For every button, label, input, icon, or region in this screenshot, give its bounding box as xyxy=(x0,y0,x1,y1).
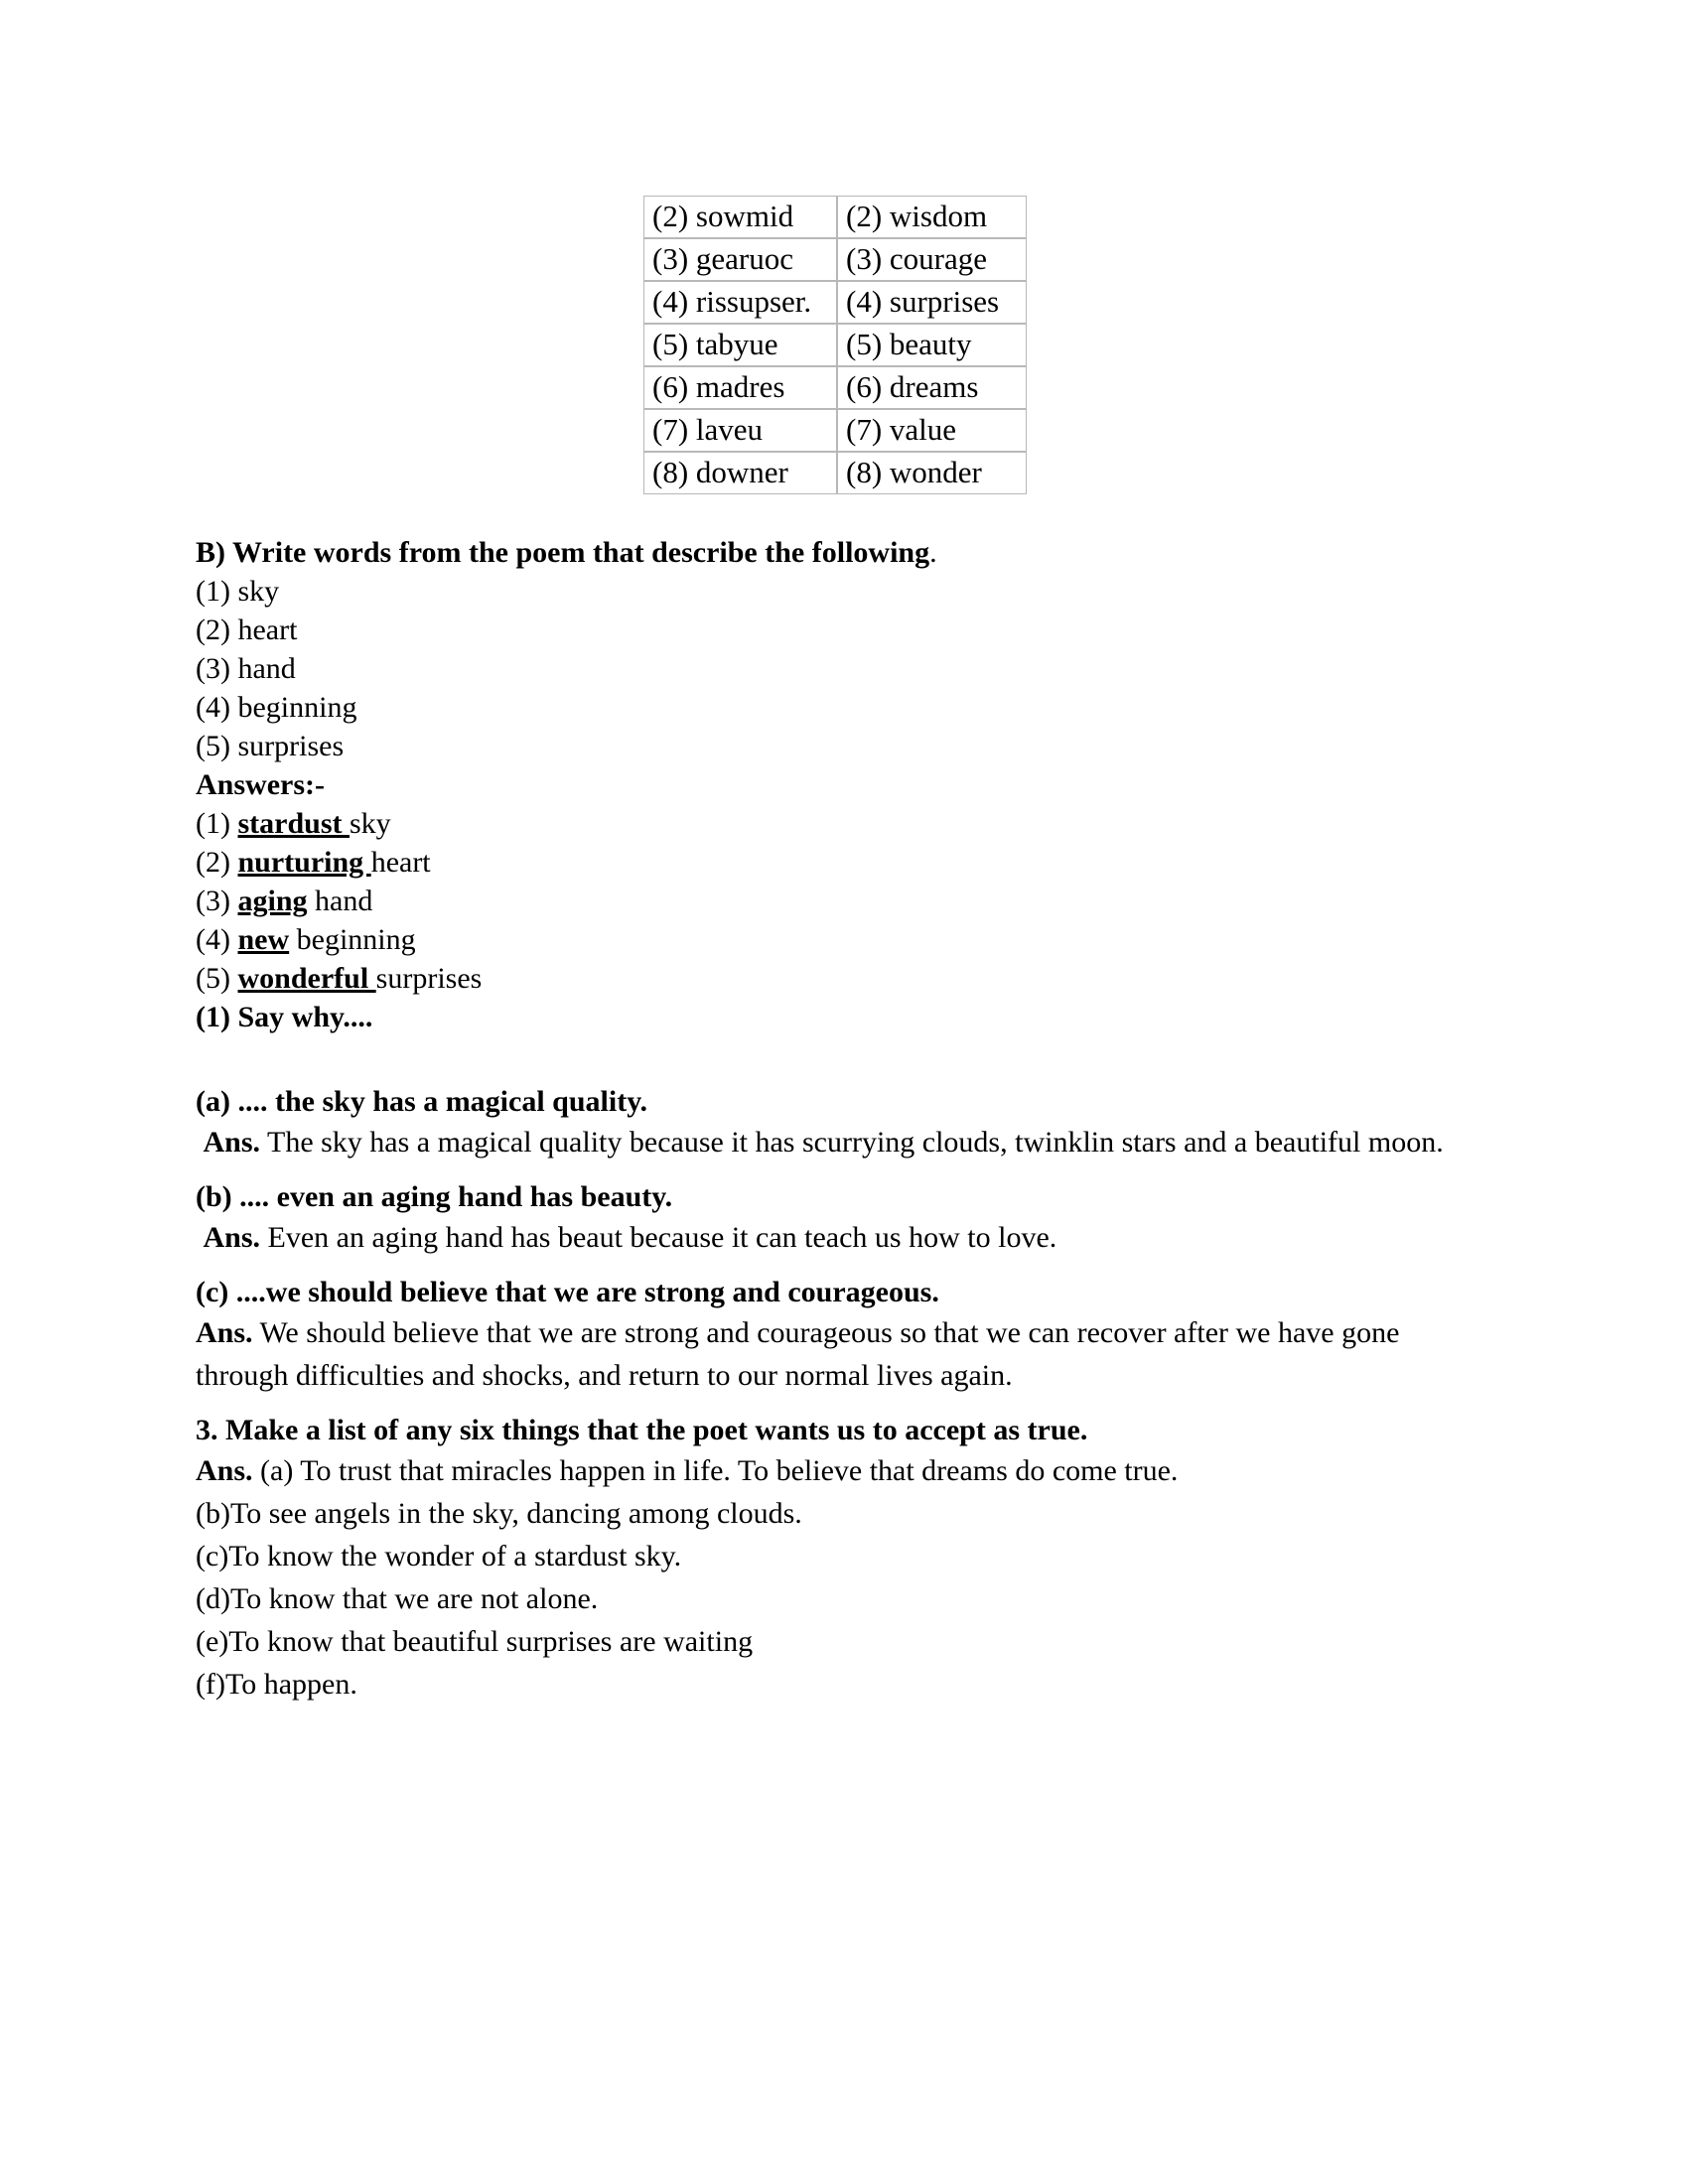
say-why-answer-a xyxy=(196,1121,1486,1163)
say-why-answer-b xyxy=(196,1216,1486,1259)
table-row xyxy=(643,281,1027,324)
spacer xyxy=(196,1259,1486,1273)
answer-item xyxy=(196,882,1486,920)
answer-item-keyword: aging xyxy=(237,885,308,917)
ans-text: (a) To trust that miracles happen in life. To believe that dreams do come true. xyxy=(252,1454,1179,1487)
table-row xyxy=(643,366,1027,409)
say-why-answer-c xyxy=(196,1311,1486,1397)
question-3-heading: 3. Make a list of any six things that the poet wants us to accept as true. xyxy=(196,1414,1088,1446)
table-row xyxy=(643,196,1027,238)
ans-text: Even an aging hand has beaut because it can teach us how to love. xyxy=(260,1221,1057,1254)
scrambled-word-cell: (5) tabyue xyxy=(643,324,837,366)
list-item: (1) sky xyxy=(196,575,280,608)
answer-word-cell: (8) wonder xyxy=(837,452,1027,494)
answer-item xyxy=(196,843,1486,882)
scrambled-word-cell: (6) madres xyxy=(643,366,837,409)
answer-word-cell: (4) surprises xyxy=(837,281,1027,324)
section-b-heading xyxy=(196,533,1486,572)
answer-item xyxy=(196,920,1486,959)
document-body xyxy=(196,533,1486,1706)
answer-word-cell: (6) dreams xyxy=(837,366,1027,409)
answer-item-number: (2) xyxy=(196,846,238,879)
answer-word-cell: (2) wisdom xyxy=(837,196,1027,238)
spacer xyxy=(196,1163,1486,1177)
ans-label: Ans. xyxy=(196,1126,261,1159)
scrambled-word-cell: (8) downer xyxy=(643,452,837,494)
table-row xyxy=(643,452,1027,494)
answer-item-rest: heart xyxy=(370,846,431,879)
answer-item-number: (1) xyxy=(196,807,238,840)
answer-item-keyword: nurturing xyxy=(237,846,371,879)
say-why-question-c: (c) ....we should believe that we are strong and courageous. xyxy=(196,1276,939,1308)
spacer xyxy=(196,1397,1486,1411)
answers-label: Answers:- xyxy=(196,768,325,801)
answer-word-cell: (3) courage xyxy=(837,238,1027,281)
answer-item-rest: beginning xyxy=(289,923,416,956)
list-item: (e)To know that beautiful surprises are waiting xyxy=(196,1625,754,1658)
ans-label: Ans. xyxy=(196,1221,261,1254)
ans-text: We should believe that we are strong and courageous so that we can recover after we have gone through difficulties and shocks, and return to our normal lives again. xyxy=(196,1316,1407,1392)
answer-item-keyword: new xyxy=(237,923,290,956)
list-item: (f)To happen. xyxy=(196,1668,357,1701)
list-item: (b)To see angels in the sky, dancing among clouds. xyxy=(196,1497,802,1530)
answer-item xyxy=(196,959,1486,998)
word-scramble-table xyxy=(643,196,1027,494)
list-item: (2) heart xyxy=(196,614,298,646)
ans-text: The sky has a magical quality because it has scurrying clouds, twinklin stars and a beautiful moon. xyxy=(260,1126,1444,1159)
section-b-heading-bold: B) Write words from the poem that describe the following xyxy=(196,536,930,569)
list-item: (d)To know that we are not alone. xyxy=(196,1582,599,1615)
spacer xyxy=(196,1036,1486,1082)
answer-item-rest: surprises xyxy=(375,962,483,995)
scrambled-word-cell: (2) sowmid xyxy=(643,196,837,238)
answer-item-keyword: wonderful xyxy=(237,962,376,995)
section-b-heading-period: . xyxy=(929,536,937,569)
answer-item-number: (4) xyxy=(196,923,238,956)
list-item: (5) surprises xyxy=(196,730,345,762)
scrambled-word-cell: (3) gearuoc xyxy=(643,238,837,281)
ans-label: Ans. xyxy=(196,1454,253,1487)
scrambled-word-cell: (7) laveu xyxy=(643,409,837,452)
word-scramble-table-body xyxy=(643,196,1027,494)
answer-item-rest: sky xyxy=(350,807,391,840)
say-why-question-b: (b) .... even an aging hand has beauty. xyxy=(196,1180,673,1213)
say-why-question-a: (a) .... the sky has a magical quality. xyxy=(196,1085,648,1118)
answer-word-cell: (7) value xyxy=(837,409,1027,452)
list-item: (c)To know the wonder of a stardust sky. xyxy=(196,1540,682,1572)
list-item: (3) hand xyxy=(196,652,296,685)
say-why-heading: (1) Say why.... xyxy=(196,1001,373,1033)
table-row xyxy=(643,238,1027,281)
answer-item-rest: hand xyxy=(307,885,373,917)
list-item: (4) beginning xyxy=(196,691,357,724)
word-scramble-table-container xyxy=(643,196,1027,494)
answer-item-keyword: stardust xyxy=(237,807,350,840)
scrambled-word-cell: (4) rissupser. xyxy=(643,281,837,324)
ans-label: Ans. xyxy=(196,1316,253,1349)
question-3-answer-a xyxy=(196,1449,1486,1492)
table-row xyxy=(643,409,1027,452)
answer-item-number: (5) xyxy=(196,962,238,995)
answer-item-number: (3) xyxy=(196,885,238,917)
table-row xyxy=(643,324,1027,366)
answer-word-cell: (5) beauty xyxy=(837,324,1027,366)
answer-item xyxy=(196,804,1486,843)
